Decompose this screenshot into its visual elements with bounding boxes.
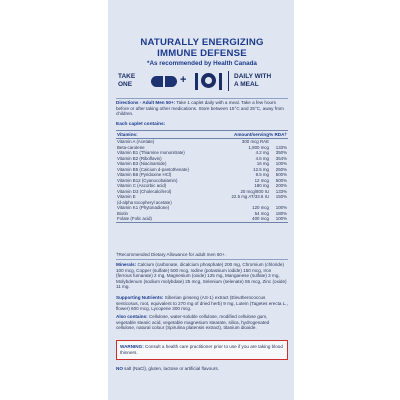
daily-with-meal-label: DAILY WITH A MEAL	[234, 73, 272, 88]
nutrient-name: Vitamin B12 (Cyanocobalamin)	[117, 177, 178, 183]
headline-line-2: IMMUNE DEFENSE	[157, 48, 247, 59]
divider	[116, 98, 288, 99]
no-text: salt (NaCl), gluten, lactose or artificial flavours.	[124, 366, 219, 371]
plus-sign: +	[180, 74, 187, 86]
nutrient-rda: 100%	[275, 205, 287, 210]
nutrient-amount: 1,800 mcg	[248, 144, 269, 150]
nutrient-rda: 250%	[275, 166, 287, 172]
free-from-statement	[116, 366, 288, 372]
table-row	[116, 216, 288, 222]
nutrient-amount: 120 mcg	[252, 205, 269, 210]
nutrient-name: Vitamin B2 (Riboflavin)	[117, 155, 162, 161]
nutrient-name: Vitamin C (Ascorbic acid)	[117, 183, 167, 188]
nutrient-rda: 200%	[275, 183, 287, 188]
minerals-label: Minerals:	[116, 262, 137, 267]
table-body	[116, 139, 288, 222]
take-one-label: TAKE ONE	[118, 73, 136, 88]
also-contains-label: Also contains:	[116, 314, 148, 319]
nutrient-name: Vitamin D3 (Cholecalciferol)	[117, 188, 172, 194]
header-amount: Amount/serving	[234, 132, 269, 137]
divider	[228, 71, 229, 91]
nutrient-rda: 100%	[275, 161, 287, 166]
nutrient-name: Vitamin K1 (Phytonadione)	[117, 205, 170, 210]
header-vitamins: Vitamins:	[117, 132, 138, 137]
nutrient-name: Vitamin B6 (Pyridoxine HCl)	[117, 172, 172, 177]
also-contains-section	[116, 314, 288, 331]
nutrient-amount: 8.5 mg	[255, 172, 269, 177]
directions-label: Directions - Adult Men 50+:	[116, 100, 176, 105]
supporting-label: Supporting Nutrients:	[116, 295, 164, 300]
nutrient-name: Vitamin B5 (Calcium d-pantothenate)	[117, 166, 189, 172]
table-title: Each caplet contains:	[116, 122, 166, 127]
nutrient-rda: 354%	[275, 155, 287, 161]
nutrient-name: Vitamin A (Acetate)	[117, 139, 155, 144]
nutrient-name: Vitamin B1 (Thiamine mononitrate)	[117, 150, 185, 155]
minerals-section	[116, 262, 288, 290]
fork-icon	[195, 73, 198, 90]
nutrition-table	[116, 130, 288, 223]
nutrient-amount: 4.2 mg	[255, 150, 269, 155]
nutrient-name: Vitamin E	[117, 194, 136, 199]
nutrient-name: Beta-carotene	[117, 144, 145, 150]
nutrient-rda: 500%	[275, 172, 287, 177]
warning-text: Consult a health care practitioner prior to use if you are taking blood thinners.	[120, 344, 283, 355]
minerals-text: Calcium (carbonate, dicalcium phosphate) 200 mg, Chromium (chloride) 100 mcg, Copper (sulfate) 500 mcg, Iodine (potassium iodide) 150 mcg, Iron (ferrous fumarate) 2 mg, Magnesium (oxide) 125 mg, Manganese (sulfate) 3 mg, Molybdenum (sodium molybdate) 25 mcg, Selenium (selenate) 55 mcg, Zinc (oxide) 11 mg.	[116, 262, 287, 290]
headline	[116, 37, 288, 68]
also-contains-text: Cellulose, water-soluble cellulose, modified cellulose gum, vegetable stearic acid, vegetable magnesium stearate, silica, hydrogenated cellulose, natural colour (Spirulina platensis extract), titanium dioxide.	[116, 314, 270, 331]
label-panel	[108, 0, 294, 400]
nutrient-amount: 180 mg	[254, 183, 269, 188]
divider	[116, 259, 288, 260]
nutrient-amount: 4.6 mg	[255, 155, 269, 161]
knife-icon	[219, 73, 222, 90]
nutrient-rda: 350%	[275, 150, 287, 155]
nutrient-rda: 133%	[275, 144, 287, 150]
nutrient-amount: 12 mcg	[254, 177, 269, 183]
nutrient-name: Biotin	[117, 210, 128, 216]
nutrient-rda: 150%	[275, 194, 287, 199]
nutrient-rda: 180%	[275, 210, 287, 216]
nutrient-amount: 22.5 mg AT/33.6 IU	[231, 194, 269, 199]
nutrient-amount: 12.5 mg	[253, 166, 269, 172]
nutrient-amount: 54 mcg	[254, 210, 269, 216]
nutrient-amount: 20 mcg/800 IU	[240, 188, 269, 194]
no-label: NO	[116, 366, 123, 371]
nutrient-rda: 133%	[275, 188, 287, 194]
nutrient-rda: 100%	[275, 216, 287, 221]
headline-subtitle: *As recommended by Health Canada	[147, 60, 257, 67]
directions-text: Take 1 caplet daily with a meal. Take a few hours before or after taking other medications. Store between 15°C and 25°C, away from children.	[116, 100, 284, 117]
warning-box	[116, 340, 288, 360]
warning-label: WARNING:	[120, 344, 144, 349]
nutrient-name: Vitamin B3 (Niacinamide)	[117, 161, 167, 166]
headline-line-1: NATURALLY ENERGIZING	[140, 37, 264, 48]
nutrient-amount: 16 mg	[256, 161, 269, 166]
rda-footnote: †Recommended Dietary Allowance for adult men 50+.	[116, 252, 226, 257]
header-rda: % RDA†	[269, 132, 287, 137]
caplet-icon	[151, 76, 177, 87]
supporting-text: Siberian ginseng (AS-1) extract (Eleutherococcus senticosus, root, equivalent to 270 mg of dried herb) 9 mg, Lutein (Tagetes erecta L., flower) 600 mcg, Lycopene 300 mcg.	[116, 295, 288, 312]
nutrient-amount: 300 mcg RAE	[241, 139, 269, 144]
table-header	[116, 131, 288, 139]
nutrient-rda: 500%	[275, 177, 287, 183]
nutrient-name: Folate (Folic acid)	[117, 216, 152, 221]
nutrient-name: (d-alpha tocopheryl acetate)	[117, 199, 172, 205]
dosage-instructions	[118, 70, 286, 96]
directions	[116, 100, 288, 117]
nutrient-amount: 400 mcg	[252, 216, 269, 221]
supporting-nutrients-section	[116, 295, 288, 312]
warning	[120, 344, 284, 355]
plate-icon	[201, 73, 216, 88]
